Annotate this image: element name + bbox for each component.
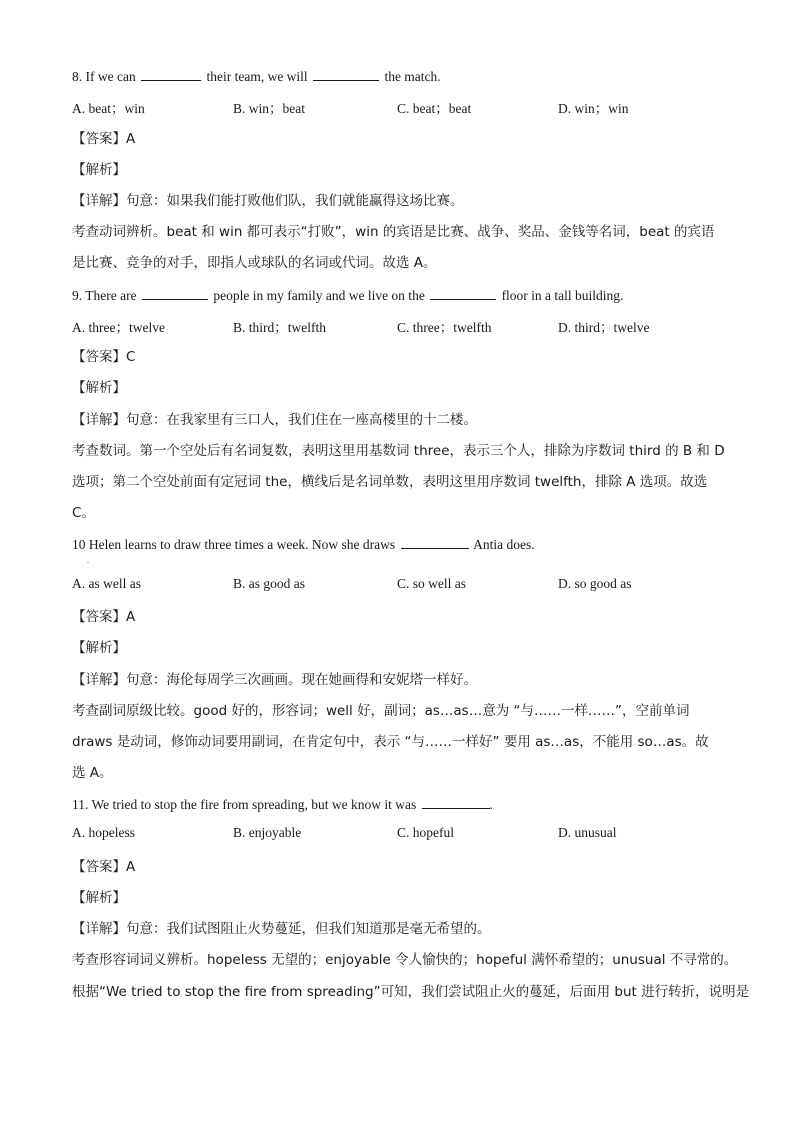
detail-text: 【详解】句意：在我家里有三口人，我们住在一座高楼里的十二楼。 — [72, 412, 477, 428]
explanation-line: 选项；第二个空处前面有定冠词 the，横线后是名词单数，表明这里用序数词 twelfth，排除 A 选项。故选 — [72, 474, 708, 490]
question-11-stem — [72, 794, 722, 815]
explanation-line: 根据“We tried to stop the fire from spreading”可知，我们尝试阻止火的蔓延，后面用 but 进行转折，说明是 — [72, 984, 750, 1000]
explanation-line: 考查副词原级比较。good 好的，形容词；well 好，副词；as…as…意为 “与……一样……”，空前单词 — [72, 703, 690, 719]
option-b: B. third；twelfth — [233, 320, 326, 335]
question-number: 9. — [72, 288, 83, 303]
stem-text: . — [489, 797, 493, 812]
option-a: A. as well as — [72, 576, 141, 591]
answer-blank — [401, 534, 469, 549]
question-8-stem — [72, 66, 722, 87]
option-a: A. beat；win — [72, 101, 145, 116]
question-10-stem — [72, 534, 722, 555]
option-a: A. three；twelve — [72, 320, 165, 335]
option-a: A. hopeless — [72, 825, 135, 840]
explanation-line: 考查形容词词义辨析。hopeless 无望的；enjoyable 令人愉快的；hopeful 满怀希望的；unusual 不寻常的。 — [72, 952, 738, 968]
option-d: D. unusual — [558, 825, 617, 840]
explanation-line: 考查动词辨析。beat 和 win 都可表示“打败”，win 的宾语是比赛、战争、奖品、金钱等名词，beat 的宾语 — [72, 224, 715, 240]
analysis-label: 【解析】 — [72, 890, 126, 906]
option-d: D. so good as — [558, 576, 632, 591]
explanation-line: C。 — [72, 505, 95, 521]
option-c: C. hopeful — [397, 825, 454, 840]
answer-label: 【答案】A — [72, 131, 136, 147]
stem-text: their team, we will — [206, 69, 308, 84]
question-8-options — [72, 97, 722, 117]
stem-text: floor in a tall building. — [501, 288, 624, 303]
explanation-line: 是比赛、竞争的对手，即指人或球队的名词或代词。故选 A。 — [72, 255, 437, 271]
option-c: C. three；twelfth — [397, 320, 492, 335]
explanation-line: draws 是动词，修饰动词要用副词，在肯定句中，表示 “与……一样好” 要用 as…as，不能用 so…as。故 — [72, 734, 709, 750]
question-11-options — [72, 825, 722, 845]
option-c: C. so well as — [397, 576, 466, 591]
question-number: 8. — [72, 69, 83, 84]
detail-text: 【详解】句意：海伦每周学三次画画。现在她画得和安妮塔一样好。 — [72, 672, 477, 688]
question-9-stem — [72, 285, 722, 306]
stem-text: If we can — [85, 69, 136, 84]
answer-blank — [142, 285, 208, 300]
answer-blank — [430, 285, 496, 300]
stray-mark: . — [87, 556, 89, 565]
option-b: B. as good as — [233, 576, 305, 591]
option-c: C. beat；beat — [397, 101, 472, 116]
analysis-label: 【解析】 — [72, 162, 126, 178]
stem-text: Helen learns to draw three times a week. Now she draws — [88, 537, 396, 552]
option-d: D. third；twelve — [558, 320, 650, 335]
explanation-line: 考查数词。第一个空处后有名词复数，表明这里用基数词 three，表示三个人，排除为序数词 third 的 B 和 D — [72, 443, 725, 459]
detail-text: 【详解】句意：如果我们能打败他们队，我们就能赢得这场比赛。 — [72, 193, 464, 209]
answer-blank — [313, 66, 379, 81]
analysis-label: 【解析】 — [72, 380, 126, 396]
option-b: B. win；beat — [233, 101, 305, 116]
option-d: D. win；win — [558, 101, 629, 116]
answer-label: 【答案】C — [72, 349, 136, 365]
stem-text: There are — [85, 288, 137, 303]
question-9-options — [72, 316, 722, 336]
stem-text: We tried to stop the fire from spreading, but we know it was — [91, 797, 417, 812]
stem-text: Antia does. — [473, 537, 535, 552]
question-number: 10 — [72, 537, 86, 552]
analysis-label: 【解析】 — [72, 640, 126, 656]
question-10-options — [72, 576, 722, 596]
explanation-line: 选 A。 — [72, 765, 113, 781]
option-b: B. enjoyable — [233, 825, 302, 840]
detail-text: 【详解】句意：我们试图阻止火势蔓延，但我们知道那是毫无希望的。 — [72, 921, 491, 937]
stem-text: the match. — [384, 69, 441, 84]
answer-blank — [422, 794, 490, 809]
answer-label: 【答案】A — [72, 859, 136, 875]
question-number: 11. — [72, 797, 89, 812]
answer-blank — [141, 66, 201, 81]
answer-label: 【答案】A — [72, 609, 136, 625]
stem-text: people in my family and we live on the — [213, 288, 425, 303]
